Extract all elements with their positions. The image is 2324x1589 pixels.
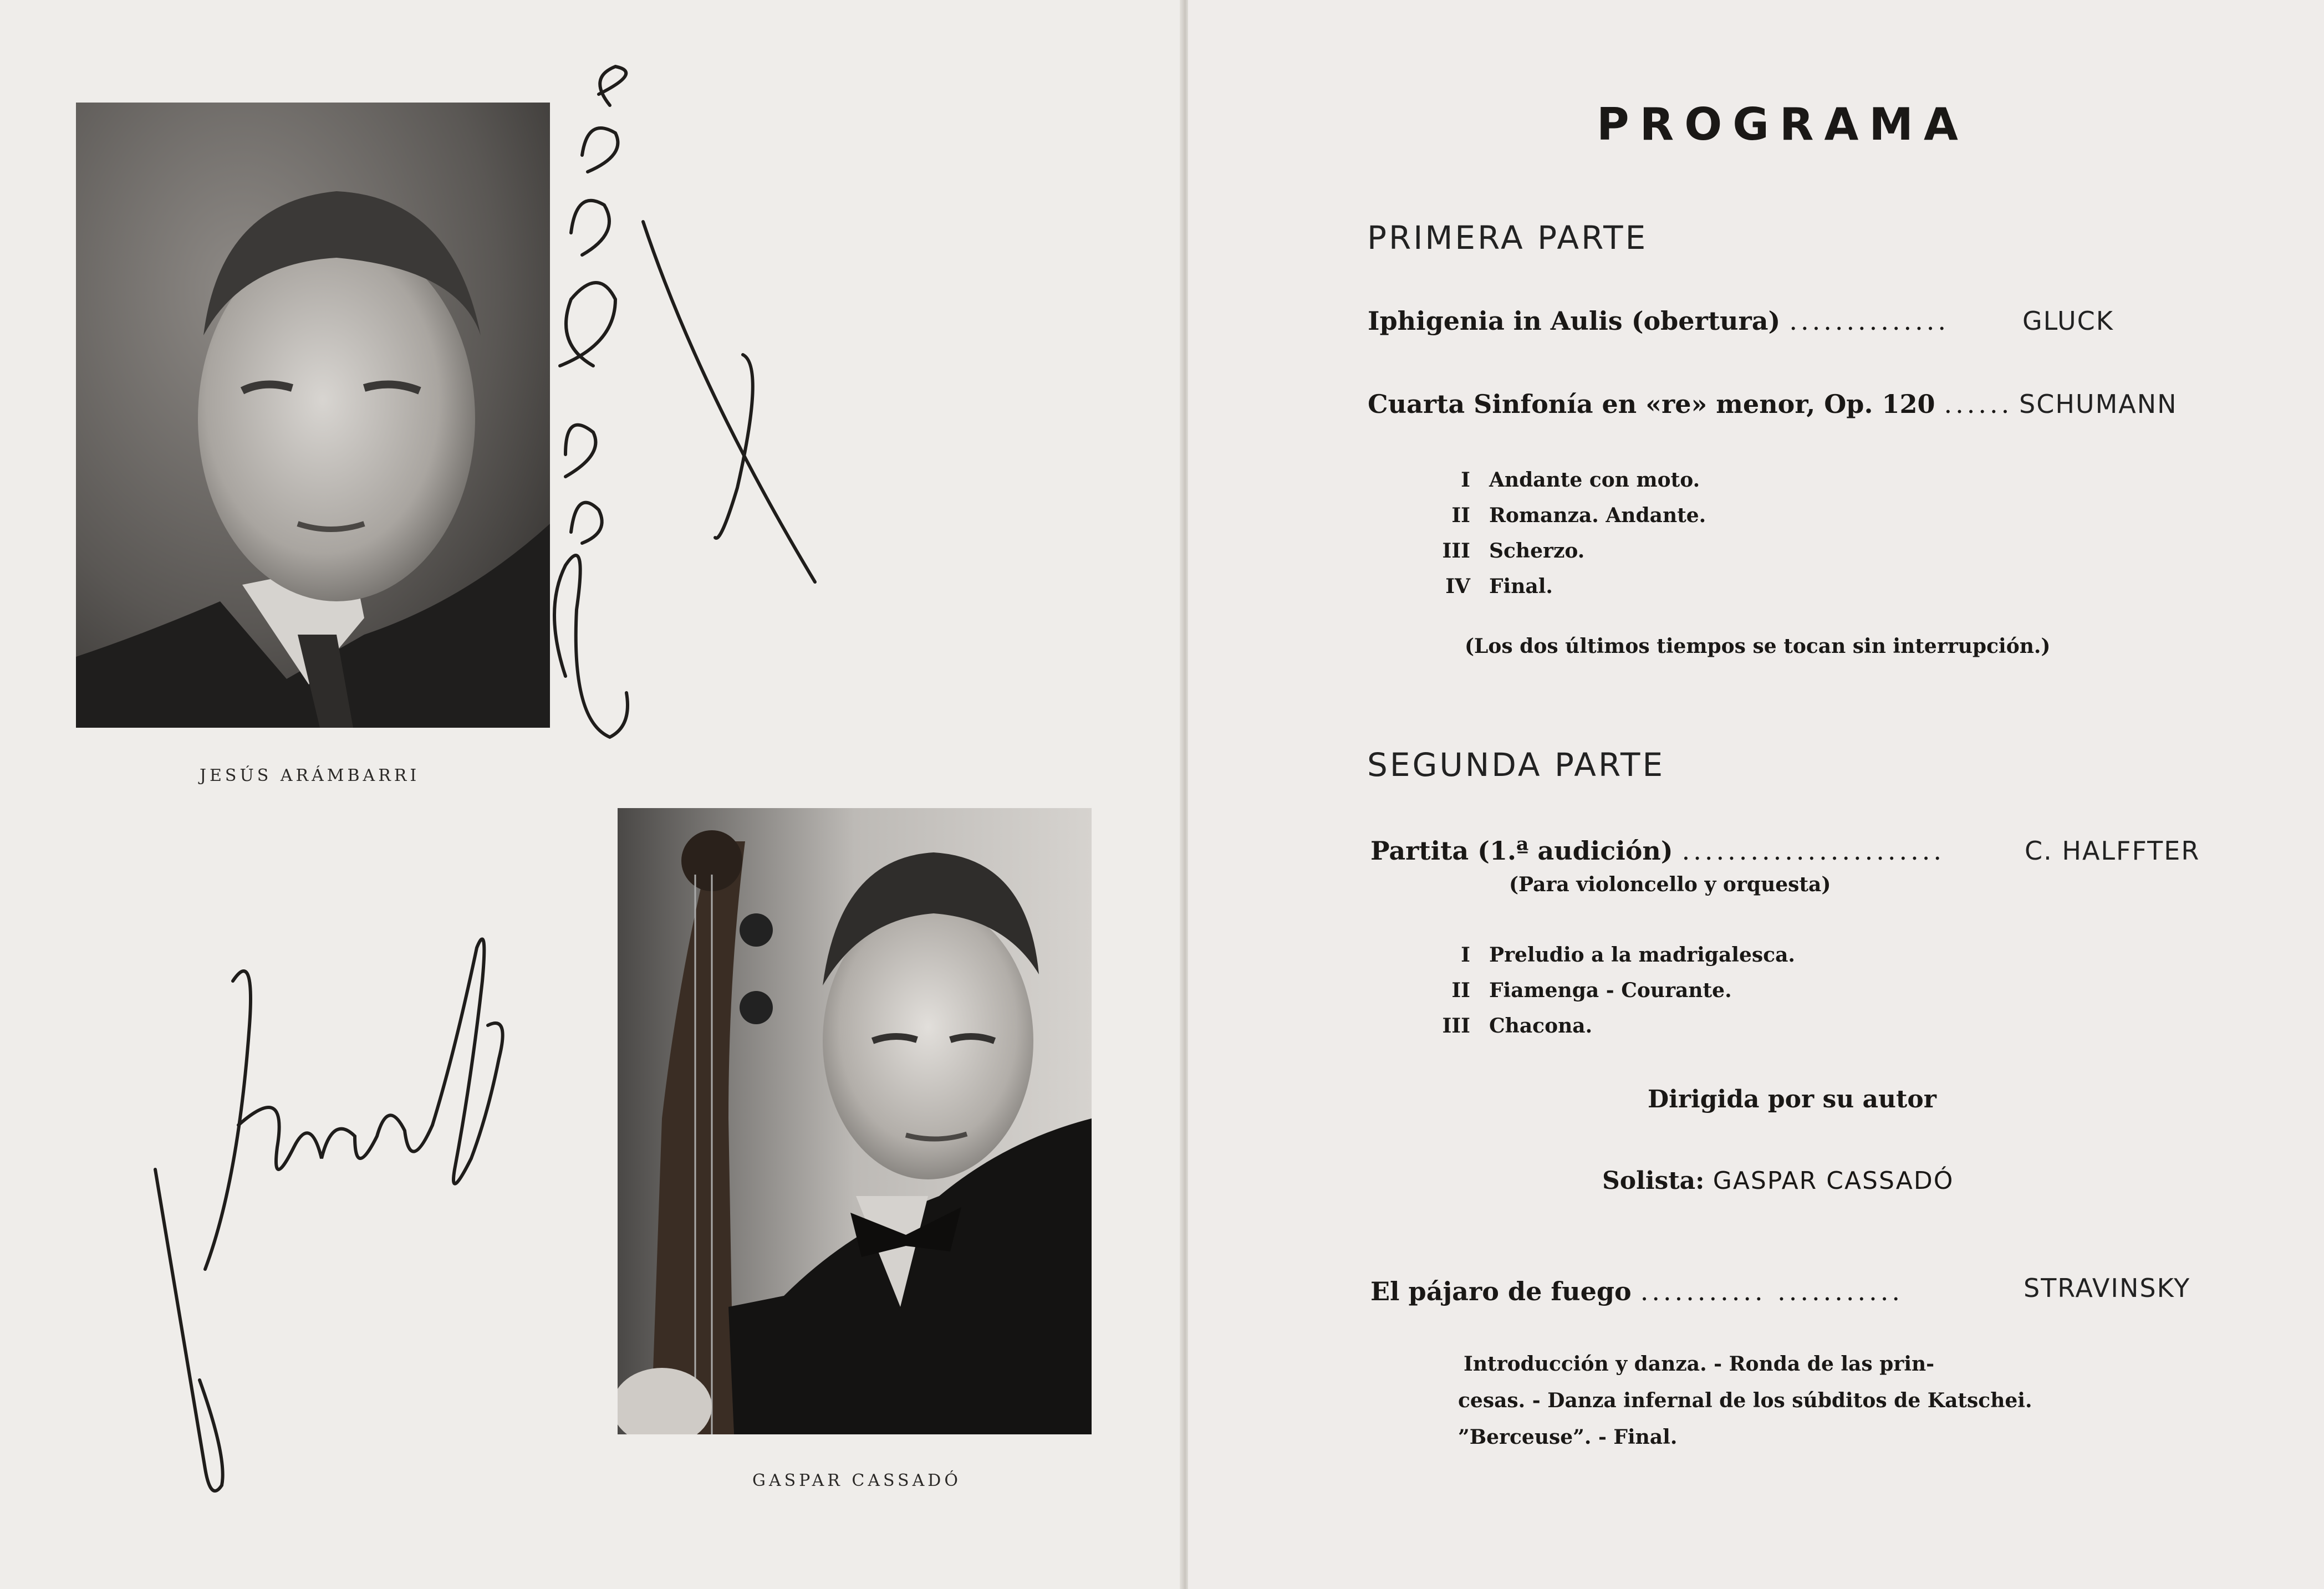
movement-name: Chacona. xyxy=(1489,1014,1593,1038)
movement-name: Andante con moto. xyxy=(1489,468,1700,492)
work-title: Iphigenia in Aulis (obertura) xyxy=(1368,306,1781,336)
movement-item xyxy=(1436,468,1700,492)
movement-item xyxy=(1436,943,1795,967)
soloist-line xyxy=(1602,1167,1954,1195)
movement-name: Fiamenga - Courante. xyxy=(1489,979,1732,1002)
movement-item xyxy=(1436,979,1732,1002)
movement-number: III xyxy=(1442,1014,1470,1038)
description-line: ”Berceuse”. - Final. xyxy=(1458,1425,1678,1449)
movement-number: II xyxy=(1451,979,1470,1002)
movement-name: Romanza. Andante. xyxy=(1489,504,1706,527)
portrait-cassado-photo xyxy=(618,808,1092,1434)
work-iphigenia xyxy=(1368,306,1949,336)
performance-note: (Los dos últimos tiempos se tocan sin interrupción.) xyxy=(1465,635,2051,658)
work-partita xyxy=(1370,836,1945,866)
soloist-name: GASPAR CASSADÓ xyxy=(1713,1167,1954,1195)
portrait-caption-arambarri: JESÚS ARÁMBARRI xyxy=(200,766,420,785)
description-line: cesas. - Danza infernal de los súbditos de Katschei. xyxy=(1458,1389,2032,1412)
movement-number: II xyxy=(1451,504,1470,527)
dot-leader: ....................... xyxy=(1681,836,1945,866)
movement-item xyxy=(1436,539,1584,563)
work-title: Partita (1.ª audición) xyxy=(1370,836,1673,866)
composer-stravinsky: STRAVINSKY xyxy=(2024,1273,2191,1303)
movement-number: I xyxy=(1461,468,1470,492)
dot-leader: ...... xyxy=(1944,389,2013,419)
signature-cassado xyxy=(144,914,588,1508)
firebird-description xyxy=(1458,1346,2032,1455)
movement-item xyxy=(1436,1014,1592,1038)
movement-item xyxy=(1436,504,1706,527)
portrait-arambarri-photo xyxy=(76,103,550,728)
movement-number: IV xyxy=(1445,575,1470,598)
movement-number: I xyxy=(1461,943,1470,967)
work-schumann xyxy=(1368,389,2012,419)
conductor-line: Dirigida por su autor xyxy=(1648,1085,1936,1113)
soloist-label: Solista: xyxy=(1602,1167,1705,1195)
movement-name: Preludio a la madrigalesca. xyxy=(1489,943,1795,967)
movement-item xyxy=(1436,575,1553,598)
program-title: PROGRAMA xyxy=(1597,99,1969,150)
movement-name: Scherzo. xyxy=(1489,539,1585,563)
composer-schumann: SCHUMANN xyxy=(2019,389,2178,419)
dot-leader: .............. xyxy=(1789,306,1950,336)
part1-heading: PRIMERA PARTE xyxy=(1367,219,1648,257)
composer-gluck: GLUCK xyxy=(2022,306,2114,336)
work-firebird xyxy=(1370,1276,1903,1306)
movement-number: III xyxy=(1442,539,1470,563)
part2-heading: SEGUNDA PARTE xyxy=(1367,746,1665,784)
portrait-caption-cassado: GASPAR CASSADÓ xyxy=(752,1471,961,1490)
work-title: Cuarta Sinfonía en «re» menor, Op. 120 xyxy=(1368,389,1935,419)
movement-name: Final. xyxy=(1489,575,1553,598)
dot-leader: ........... ........... xyxy=(1640,1276,1904,1306)
composer-halffter: C. HALFFTER xyxy=(2025,836,2200,866)
work-subtitle: (Para violoncello y orquesta) xyxy=(1509,873,1831,896)
work-title: El pájaro de fuego xyxy=(1370,1276,1632,1306)
description-line: Introducción y danza. - Ronda de las prin- xyxy=(1464,1352,1935,1376)
signature-arambarri xyxy=(532,55,876,754)
